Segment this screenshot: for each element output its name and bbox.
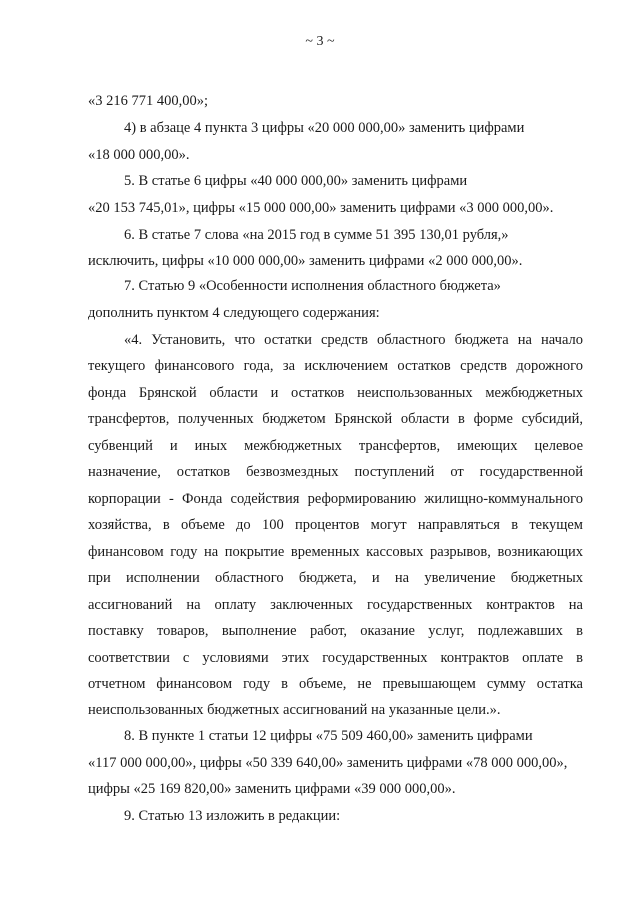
text-line: трансфертов, полученных бюджетом Брянской области в форме субсидий, — [88, 411, 583, 427]
text-line: «117 000 000,00», цифры «50 339 640,00» заменить цифрами «78 000 000,00», — [88, 755, 568, 771]
text-line: ассигнований на оплату заключенных государственных контрактов на — [88, 597, 583, 613]
text-line: поставку товаров, выполнение работ, оказание услуг, подлежавших в — [88, 623, 583, 639]
text-line: 6. В статье 7 слова «на 2015 год в сумме 51 395 130,01 рубля,» — [124, 227, 509, 243]
text-line: корпорации - Фонда содействия реформированию жилищно-коммунального — [88, 491, 583, 507]
text-line: «4. Установить, что остатки средств областного бюджета на начало — [124, 332, 583, 348]
text-line: «3 216 771 400,00»; — [88, 93, 209, 109]
text-line: финансовом году на покрытие временных кассовых разрывов, возникающих — [88, 544, 583, 560]
text-line: неиспользованных бюджетных ассигнований на указанные цели.». — [88, 702, 501, 718]
text-line: 7. Статью 9 «Особенности исполнения областного бюджета» — [124, 278, 501, 294]
text-line: цифры «25 169 820,00» заменить цифрами «39 000 000,00». — [88, 781, 456, 797]
page-number: ~ 3 ~ — [305, 34, 335, 49]
text-line: при исполнении областного бюджета, и на увеличение бюджетных — [88, 570, 583, 586]
text-line: отчетном финансовом году в объеме, не превышающем сумму остатка — [88, 676, 583, 692]
text-line: 4) в абзаце 4 пункта 3 цифры «20 000 000,00» заменить цифрами — [124, 120, 525, 136]
text-line: субвенций и иных межбюджетных трансфертов, имеющих целевое — [88, 438, 583, 454]
text-line: дополнить пунктом 4 следующего содержания: — [88, 305, 380, 321]
text-line: текущего финансового года, за исключением остатков средств дорожного — [88, 358, 583, 374]
text-line: «18 000 000,00». — [88, 147, 190, 163]
text-line: 5. В статье 6 цифры «40 000 000,00» заменить цифрами — [124, 173, 468, 189]
text-line: хозяйства, в объеме до 100 процентов могут направляться в текущем — [88, 517, 583, 533]
text-line: 9. Статью 13 изложить в редакции: — [124, 808, 341, 824]
text-line: 8. В пункте 1 статьи 12 цифры «75 509 460,00» заменить цифрами — [124, 728, 533, 744]
text-line: фонда Брянской области и остатков неиспользованных межбюджетных — [88, 385, 583, 401]
text-line: назначение, остатков безвозмездных поступлений от государственной — [88, 464, 583, 480]
text-line: соответствии с условиями этих государственных контрактов оплате в — [88, 650, 583, 666]
text-line: «20 153 745,01», цифры «15 000 000,00» заменить цифрами «3 000 000,00». — [88, 200, 554, 216]
text-line: исключить, цифры «10 000 000,00» заменить цифрами «2 000 000,00». — [88, 253, 523, 269]
